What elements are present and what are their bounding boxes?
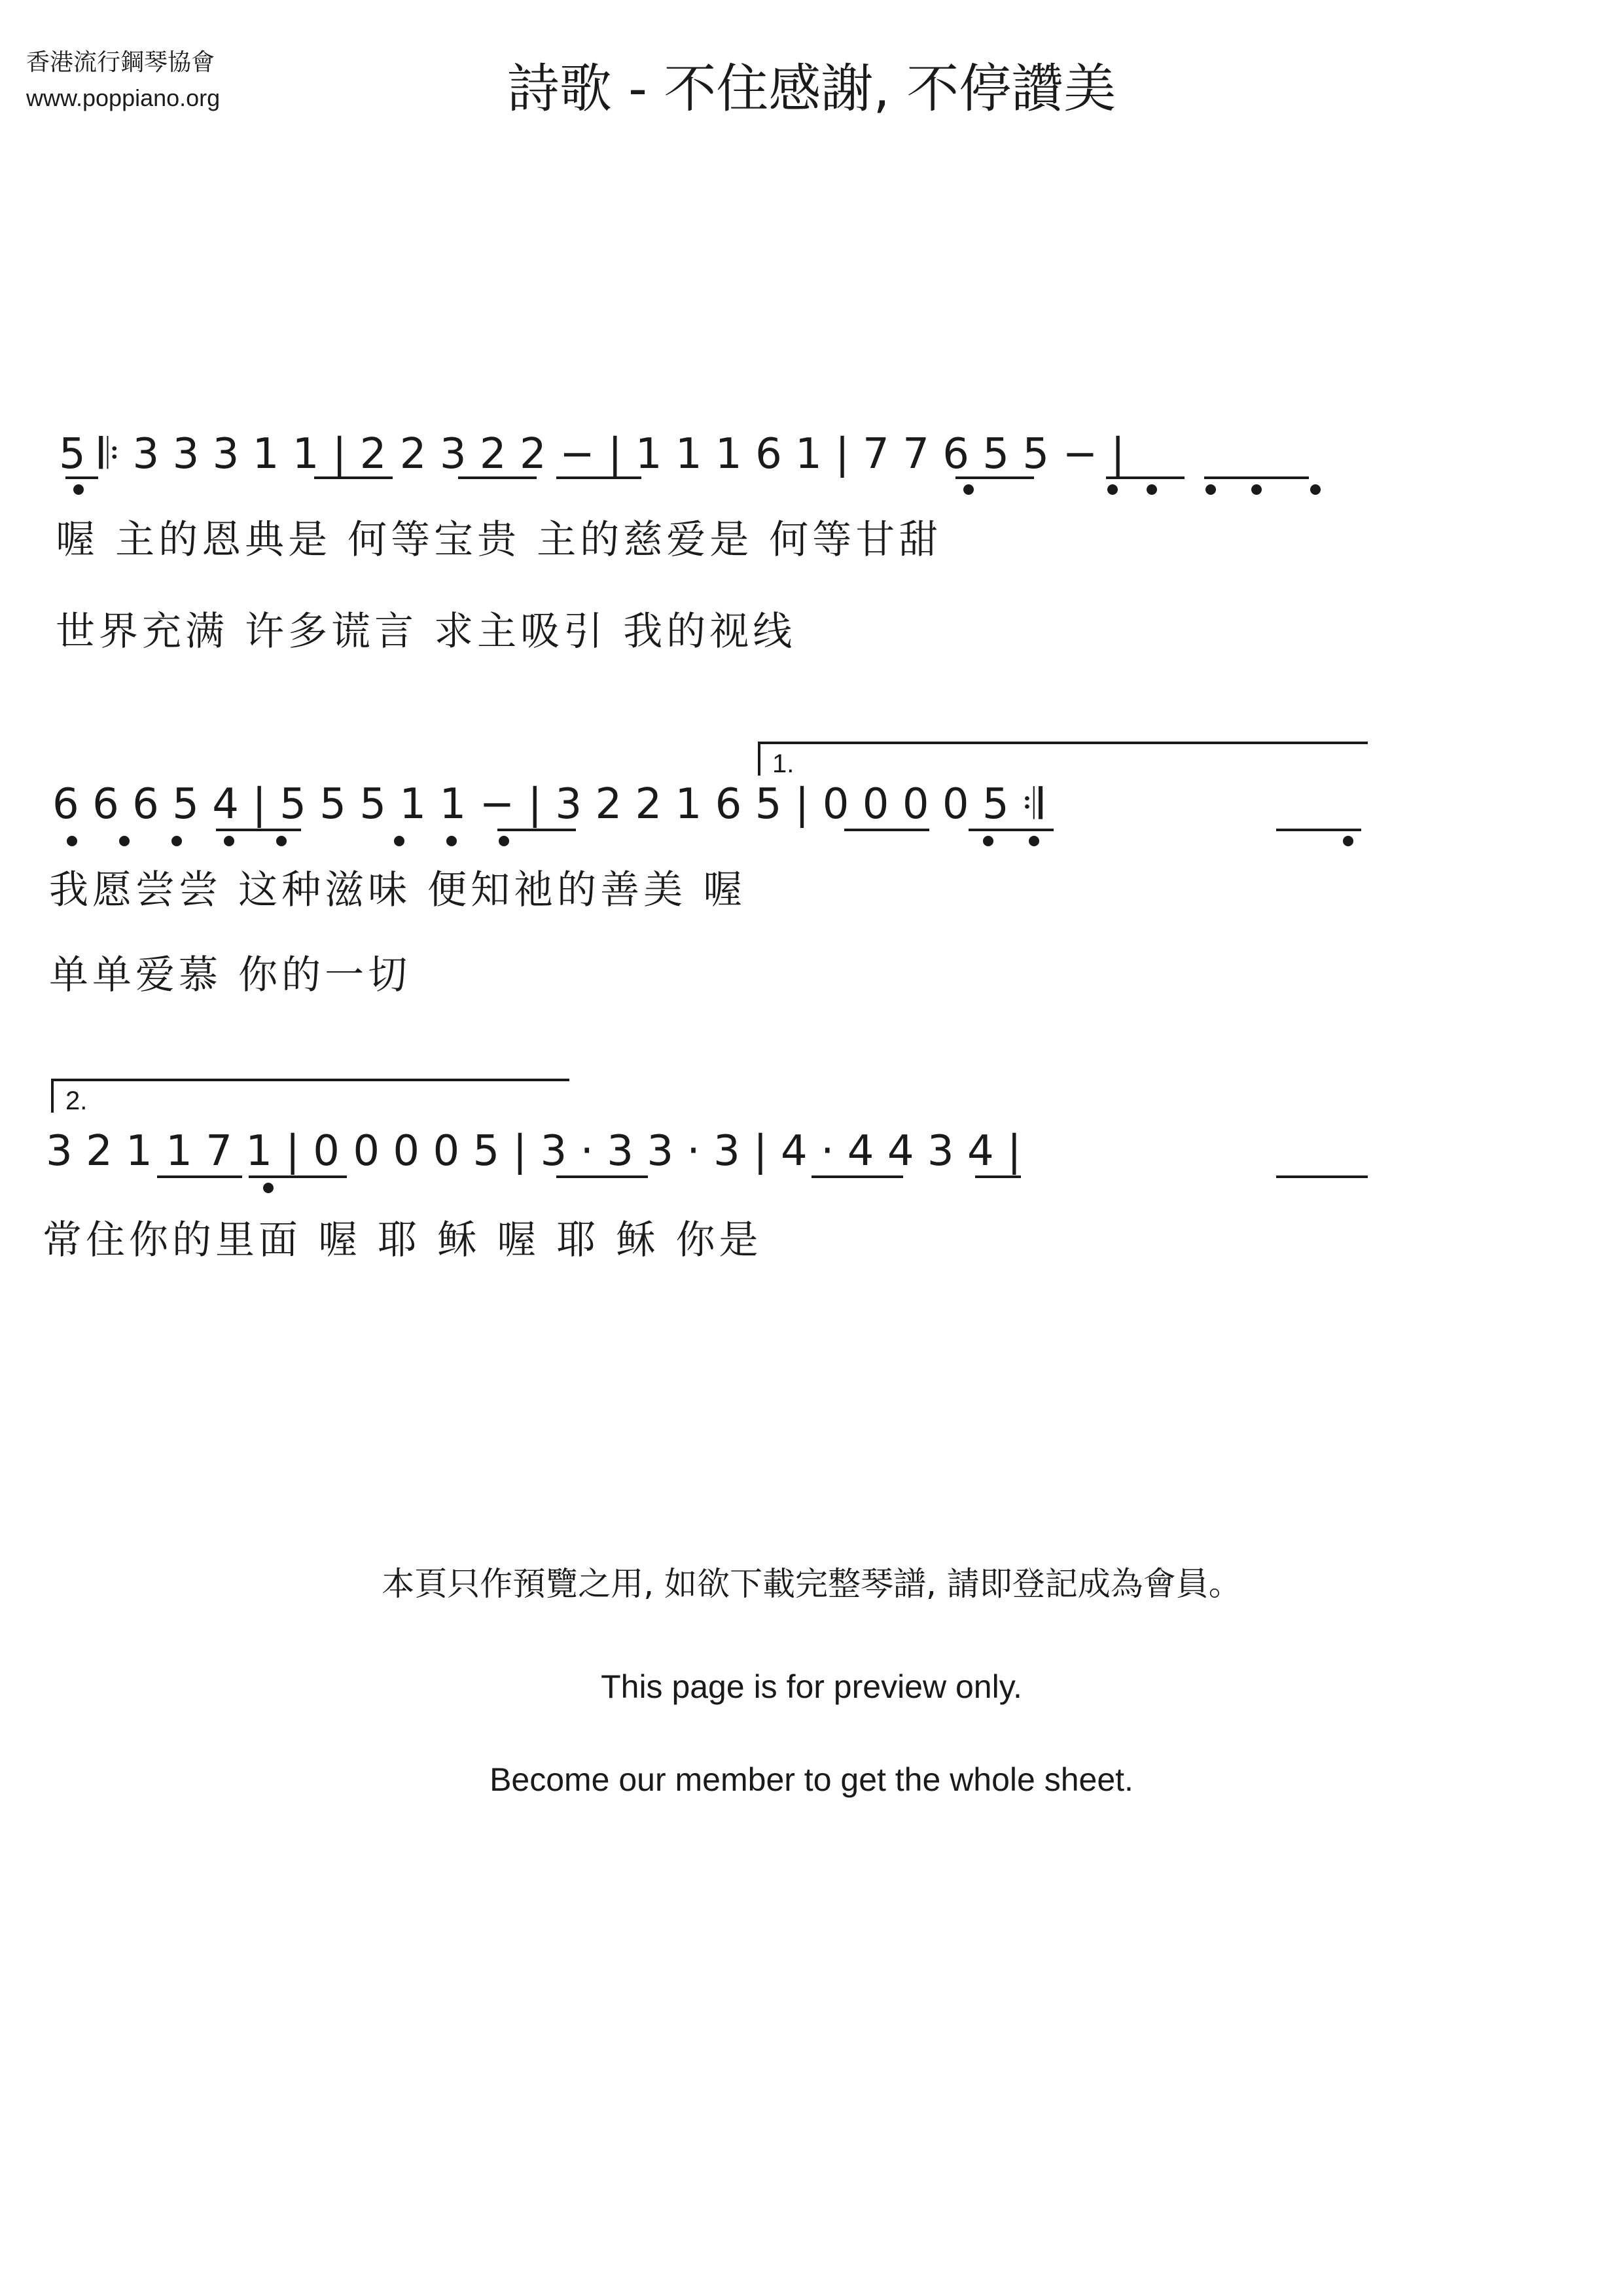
score-line3-marks <box>157 1177 1368 1192</box>
score-line2-lyrics1: 我愿尝尝 这种滋味 便知祂的善美 喔 <box>49 867 747 913</box>
score-line1-marks <box>65 478 1319 493</box>
score-line3-lyrics1: 常住你的里面 喔 耶 稣 喔 耶 稣 你是 <box>43 1217 762 1263</box>
preview-notice-en-2: Become our member to get the whole sheet. <box>490 1761 1133 1798</box>
score-line1-lyrics1: 喔 主的恩典是 何等宝贵 主的慈爱是 何等甘甜 <box>56 517 942 563</box>
score-line2-notes: 6 6 6 5 4 | 5 5 5 1 1 − | 3 2 2 1 6 5 | 0 0 0 0 5 𝄇 <box>52 780 1043 829</box>
preview-notice-en-1: This page is for preview only. <box>601 1668 1022 1705</box>
volta-1-label: 1. <box>772 749 794 778</box>
site-url[interactable]: www.poppiano.org <box>26 84 221 111</box>
page-title: 詩歌 - 不住感謝, 不停讚美 <box>507 58 1116 119</box>
volta-2-bracket <box>52 1080 569 1113</box>
score-line2-marks <box>68 830 1361 845</box>
volta-1-bracket <box>759 743 1368 776</box>
score-line1-notes: 5 𝄆 3 3 3 1 1 | 2 2 3 2 2 − | 1 1 1 6 1 | 7 7 6 5 5 − | <box>59 430 1125 478</box>
score-line3-notes: 3 2 1 1 7 1 | 0 0 0 0 5 | 3 · 3 3 · 3 | 4 · 4 4 3 4 | <box>46 1127 1022 1175</box>
volta-2-label: 2. <box>65 1086 88 1115</box>
preview-notice-zh: 本頁只作預覽之用, 如欲下載完整琴譜, 請即登記成為會員。 <box>382 1565 1241 1603</box>
site-name: 香港流行鋼琴協會 <box>26 49 215 76</box>
score-line2-lyrics2: 单单爱慕 你的一切 <box>49 952 412 998</box>
score-line1-lyrics2: 世界充满 许多谎言 求主吸引 我的视线 <box>56 609 796 655</box>
